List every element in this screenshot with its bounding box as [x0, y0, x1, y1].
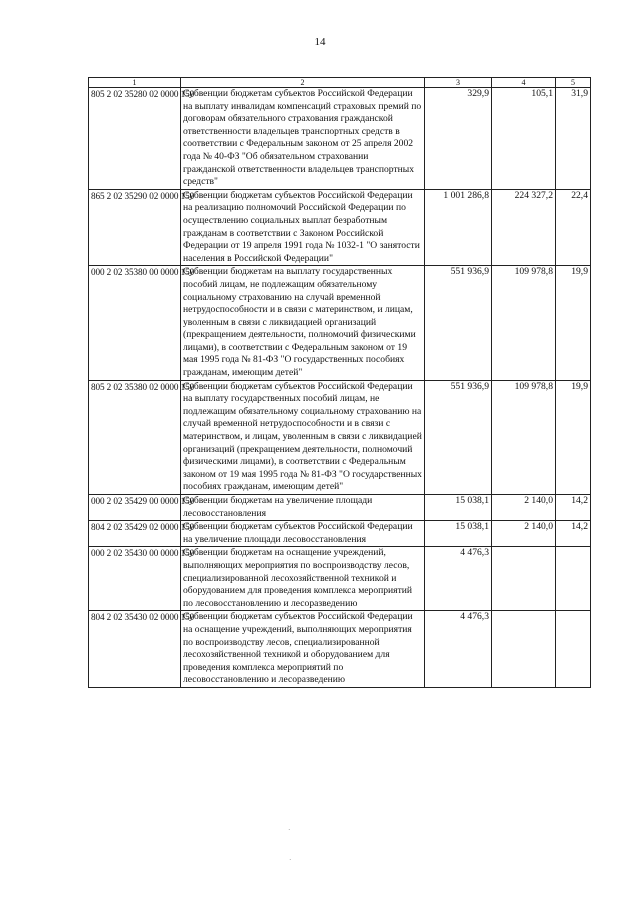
- revenue-name-cell: Субвенции бюджетам субъектов Российской Федерации на оснащение учреждений, выполняющих мероприятия по воспроизводству лесов, специализированной лесохозяйственной техникой и оборудованием для проведения комплекса мероприятий по лесовосстановлению и лесоразведению: [181, 611, 425, 688]
- execution-percent-cell: 19,9: [556, 380, 591, 494]
- executed-amount-cell: 224 327,2: [492, 189, 556, 266]
- revenue-name-cell: Субвенции бюджетам на выплату государственных пособий лицам, не подлежащим обязательному социальному страхованию на случай временной нетрудоспособности и в связи с материнством, и лицам, уволенным в связи с ликвидацией организаций (прекращением деятельности, полномочий физическими лицами), в соответствии с Федеральным законом от 19 мая 1995 года № 81-ФЗ "О государственных пособиях гражданам, имеющим детей": [181, 266, 425, 380]
- revenue-name-cell: Субвенции бюджетам субъектов Российской Федерации на увеличение площади лесовосстановления: [181, 521, 425, 547]
- execution-percent-cell: 14,2: [556, 521, 591, 547]
- revenue-name-cell: Субвенции бюджетам на увеличение площади лесовосстановления: [181, 495, 425, 521]
- scan-speck: ˙: [289, 858, 292, 866]
- executed-amount-cell: 105,1: [492, 88, 556, 190]
- execution-percent-cell: 31,9: [556, 88, 591, 190]
- column-number: 3: [425, 78, 492, 88]
- executed-amount-cell: 2 140,0: [492, 521, 556, 547]
- page-number: 14: [314, 36, 326, 48]
- budget-code-cell: 000 2 02 35380 00 0000 150: [89, 266, 181, 380]
- column-number: 1: [89, 78, 181, 88]
- execution-percent-cell: 14,2: [556, 495, 591, 521]
- plan-amount-cell: 329,9: [425, 88, 492, 190]
- executed-amount-cell: 109 978,8: [492, 266, 556, 380]
- column-number: 5: [556, 78, 591, 88]
- budget-code-cell: 805 2 02 35380 02 0000 150: [89, 380, 181, 494]
- table-row: [89, 380, 591, 494]
- budget-code-cell: 000 2 02 35430 00 0000 150: [89, 547, 181, 611]
- table-row: [89, 547, 591, 611]
- revenue-name-cell: Субвенции бюджетам субъектов Российской Федерации на реализацию полномочий Российской Федерации по осуществлению социальных выплат безработным гражданам в соответствии с Законом Российской Федерации от 19 апреля 1991 года № 1032-1 "О занятости населения в Российской Федерации": [181, 189, 425, 266]
- column-number: 4: [492, 78, 556, 88]
- execution-percent-cell: 22,4: [556, 189, 591, 266]
- table-row: [89, 189, 591, 266]
- plan-amount-cell: 4 476,3: [425, 547, 492, 611]
- plan-amount-cell: 551 936,9: [425, 266, 492, 380]
- executed-amount-cell: 2 140,0: [492, 495, 556, 521]
- plan-amount-cell: 1 001 286,8: [425, 189, 492, 266]
- executed-amount-cell: [492, 611, 556, 688]
- table-row: [89, 88, 591, 190]
- table-row: [89, 521, 591, 547]
- scan-speck: ˙: [288, 828, 291, 836]
- column-number: 2: [181, 78, 425, 88]
- plan-amount-cell: 551 936,9: [425, 380, 492, 494]
- execution-percent-cell: [556, 547, 591, 611]
- executed-amount-cell: [492, 547, 556, 611]
- plan-amount-cell: 15 038,1: [425, 521, 492, 547]
- budget-code-cell: 804 2 02 35429 02 0000 150: [89, 521, 181, 547]
- budget-code-cell: 804 2 02 35430 02 0000 150: [89, 611, 181, 688]
- revenue-name-cell: Субвенции бюджетам субъектов Российской Федерации на выплату инвалидам компенсаций страховых премий по договорам обязательного страхования гражданской ответственности владельцев транспортных средств в соответствии с Федеральным законом от 25 апреля 2002 года № 40-ФЗ "Об обязательном страховании гражданской ответственности владельцев транспортных средств": [181, 88, 425, 190]
- plan-amount-cell: 15 038,1: [425, 495, 492, 521]
- executed-amount-cell: 109 978,8: [492, 380, 556, 494]
- budget-code-cell: 805 2 02 35280 02 0000 150: [89, 88, 181, 190]
- plan-amount-cell: 4 476,3: [425, 611, 492, 688]
- budget-table: [88, 77, 591, 688]
- table-row: [89, 611, 591, 688]
- revenue-name-cell: Субвенции бюджетам на оснащение учреждений, выполняющих мероприятия по воспроизводству лесов, специализированной лесохозяйственной техникой и оборудованием для проведения комплекса мероприятий по лесовосстановлению и лесоразведению: [181, 547, 425, 611]
- revenue-name-cell: Субвенции бюджетам субъектов Российской Федерации на выплату государственных пособий лицам, не подлежащим обязательному социальному страхованию на случай временной нетрудоспособности и в связи с материнством, и лицам, уволенным в связи с ликвидацией организаций (прекращением деятельности, полномочий физическими лицами), в соответствии с Федеральным законом от 19 мая 1995 года № 81-ФЗ "О государственных пособиях гражданам, имеющим детей": [181, 380, 425, 494]
- column-number-row: [89, 78, 591, 88]
- table-row: [89, 495, 591, 521]
- execution-percent-cell: [556, 611, 591, 688]
- table-row: [89, 266, 591, 380]
- budget-code-cell: 000 2 02 35429 00 0000 150: [89, 495, 181, 521]
- budget-code-cell: 865 2 02 35290 02 0000 150: [89, 189, 181, 266]
- execution-percent-cell: 19,9: [556, 266, 591, 380]
